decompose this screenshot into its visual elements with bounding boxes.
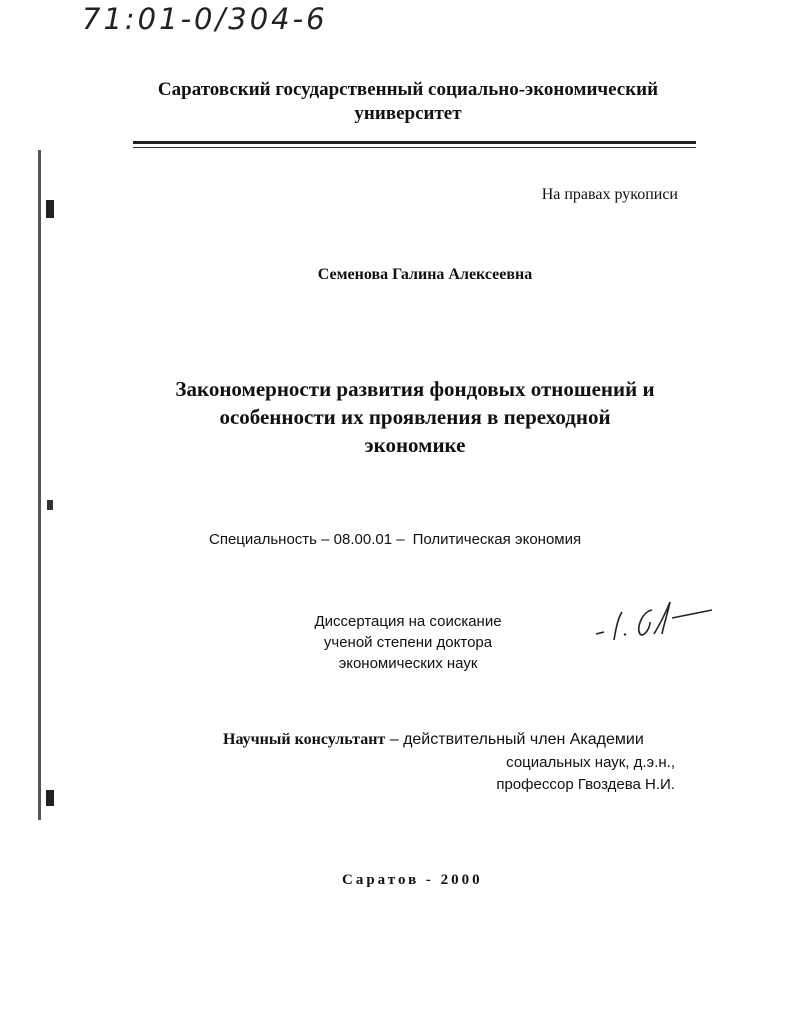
institution-name xyxy=(100,78,716,126)
specialty-label: Специальность – 08.00.01 – xyxy=(209,531,405,548)
degree-line-3: экономических наук xyxy=(338,655,478,672)
title-line-3: экономике xyxy=(364,433,466,457)
specialty-name: Политическая экономия xyxy=(412,531,582,548)
degree-line-2: ученой степени доктора xyxy=(323,634,493,651)
consultant-line-3: профессор Гвоздева Н.И. xyxy=(496,776,675,793)
title-line-1: Закономерности развития фондовых отношений и xyxy=(175,377,655,401)
institution-line-2: университет xyxy=(354,103,462,124)
specialty xyxy=(209,531,589,548)
scan-edge-marks xyxy=(42,190,58,830)
consultant-label: Научный консультант xyxy=(223,731,386,748)
handwritten-catalog-code: 71:01-0/304-6 xyxy=(82,2,328,36)
consultant-line-2: социальных наук, д.э.н., xyxy=(506,754,675,771)
header-rule-thick xyxy=(133,141,696,144)
institution-line-1: Саратовский государственный социально-экономический xyxy=(157,79,659,100)
degree-line-1: Диссертация на соискание xyxy=(314,613,502,630)
city-year: Саратов - 2000 xyxy=(342,872,483,888)
dissertation-degree xyxy=(290,611,526,674)
header-rule-thin xyxy=(133,147,696,148)
signature-image xyxy=(590,598,720,648)
title-line-2: особенности их проявления в переходной xyxy=(219,405,611,429)
rights-note: На правах рукописи xyxy=(541,186,678,203)
dissertation-title xyxy=(110,375,720,459)
consultant-line-1: – действительный член Академии xyxy=(389,731,644,748)
author-name: Семенова Галина Алексеевна xyxy=(317,266,533,283)
scan-edge-line xyxy=(38,150,41,820)
consultant-block xyxy=(223,731,644,749)
consultant-details xyxy=(375,752,675,796)
